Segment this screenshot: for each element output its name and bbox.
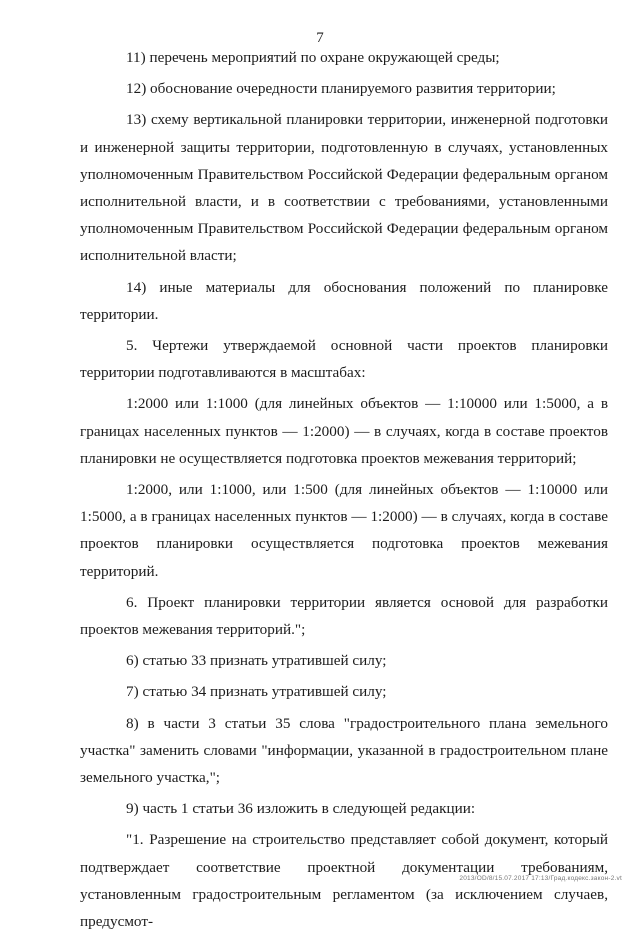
paragraph-permit-definition: "1. Разрешение на строительство представляет собой документ, который подтверждает соответствие проектной документации требованиям, установленным градостроительным регламентом (за исключением случаев, предусмот- [80,831,608,931]
document-footer-code: 2013/OD/8/15.07.2017 17:13/Град.кодекс.закон-2.vt [459,875,622,882]
paragraph-item-11: 11) перечень мероприятий по охране окружающей среды; [126,49,500,66]
paragraph-section-6: 6. Проект планировки территории является основой для разработки проектов межевания территорий."; [80,593,608,639]
paragraph-item-14: 14) иные материалы для обоснования положений по планировке территории. [80,278,608,323]
paragraph-item-12: 12) обоснование очередности планируемого развития территории; [126,80,556,98]
paragraph-amendment-8: 8) в части 3 статьи 35 слова "градостроительного плана земельного участка" заменить словами "информации, указанной в градостроительном плане земельного участка,"; [80,714,608,787]
page-number: 7 [316,30,324,46]
document-body [80,44,608,939]
paragraph-item-13: 13) схему вертикальной планировки территории, инженерной подготовки и инженерной защиты территории, подготовленную в случаях, установленных уполномоченным Правительством Российской Федерации федеральным органом исполнительной власти, и в соответствии с требованиями, установленными уполномоченным Правительством Российской Федерации федеральным органом исполнительной власти; [80,111,608,265]
paragraph-amendment-7: 7) статью 34 признать утратившей силу; [126,683,387,701]
paragraph-scale-option-1: 1:2000 или 1:1000 (для линейных объектов — 1:10000 или 1:5000, а в границах населенных пунктов — 1:2000) — в случаях, когда в составе проектов планировки не осуществляется подготовка проектов межевания территорий; [80,395,608,467]
paragraph-scale-option-2: 1:2000, или 1:1000, или 1:500 (для линейных объектов — 1:10000 или 1:5000, а в границах населенных пунктов — 1:2000) — в случаях, когда в составе проектов планировки осуществляется подготовка проектов межевания территорий. [80,481,608,580]
paragraph-section-5: 5. Чертежи утверждаемой основной части проектов планировки территории подготавливаются в масштабах: [80,337,608,382]
paragraph-amendment-9: 9) часть 1 статьи 36 изложить в следующей редакции: [126,800,476,818]
paragraph-amendment-6: 6) статью 33 признать утратившей силу; [126,652,387,670]
